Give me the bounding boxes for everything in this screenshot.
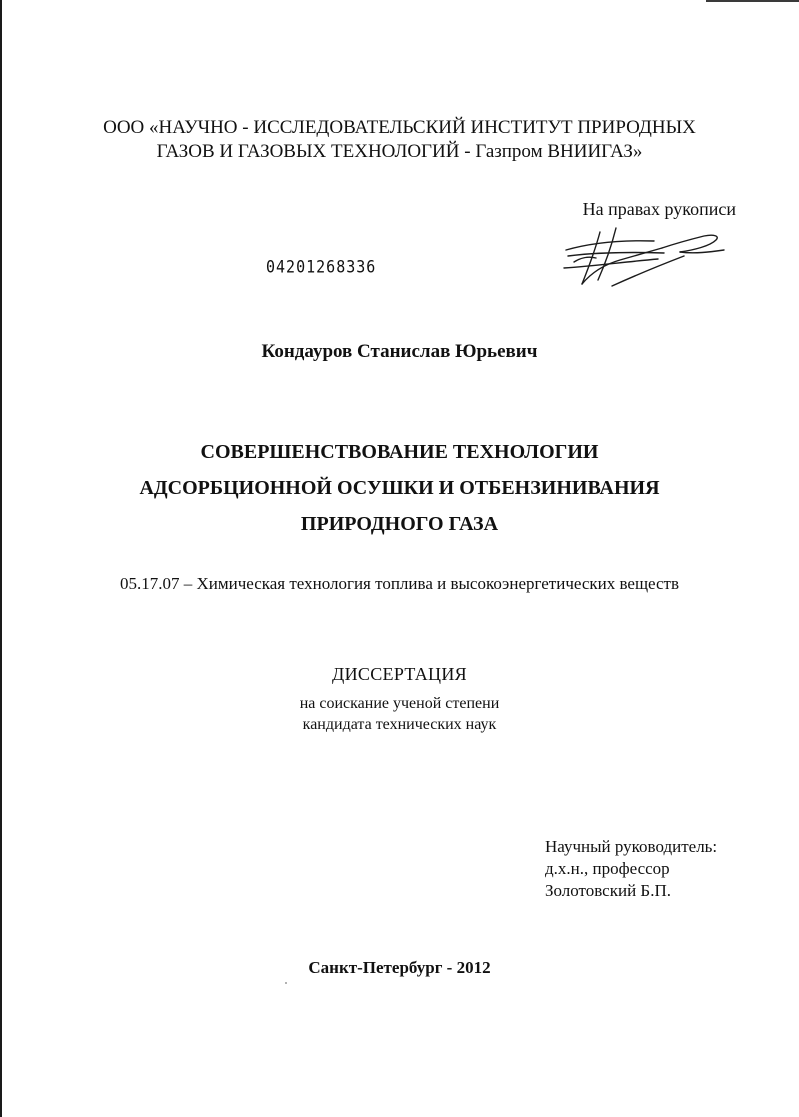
- degree-line-1: на соискание ученой степени: [299, 695, 500, 712]
- dissertation-title: [0, 434, 799, 542]
- organization-line-2: ГАЗОВ И ГАЗОВЫХ ТЕХНОЛОГИЙ - Газпром ВНИИГАЗ»: [156, 141, 643, 162]
- supervisor-name: Золотовский Б.П.: [545, 881, 671, 900]
- specialty-code: 05.17.07 – Химическая технология топлива и высокоэнергетических веществ: [119, 574, 680, 593]
- title-line-2: АДСОРБЦИОННОЙ ОСУШКИ И ОТБЕНЗИНИВАНИЯ: [139, 477, 660, 499]
- degree-info: [0, 693, 799, 735]
- registration-number: 04201268336: [266, 257, 377, 277]
- scan-speck: [285, 982, 287, 984]
- signature-icon: [554, 222, 726, 292]
- supervisor-block: [545, 836, 717, 902]
- title-line-3: ПРИРОДНОГО ГАЗА: [300, 513, 499, 535]
- supervisor-degree: д.х.н., профессор: [545, 859, 670, 878]
- scan-edge-top: [706, 0, 799, 2]
- organization-header: [0, 116, 799, 164]
- author-name: Кондауров Станислав Юрьевич: [261, 341, 538, 362]
- degree-line-2: кандидата технических наук: [302, 716, 497, 733]
- manuscript-note: На правах рукописи: [582, 199, 736, 219]
- supervisor-label: Научный руководитель:: [545, 837, 718, 856]
- city-year: Санкт-Петербург - 2012: [308, 958, 491, 977]
- scan-edge-left: [0, 0, 2, 1117]
- organization-line-1: ООО «НАУЧНО - ИССЛЕДОВАТЕЛЬСКИЙ ИНСТИТУТ ПРИРОДНЫХ: [103, 117, 696, 138]
- dissertation-type: ДИССЕРТАЦИЯ: [332, 664, 467, 684]
- title-line-1: СОВЕРШЕНСТВОВАНИЕ ТЕХНОЛОГИИ: [200, 441, 599, 463]
